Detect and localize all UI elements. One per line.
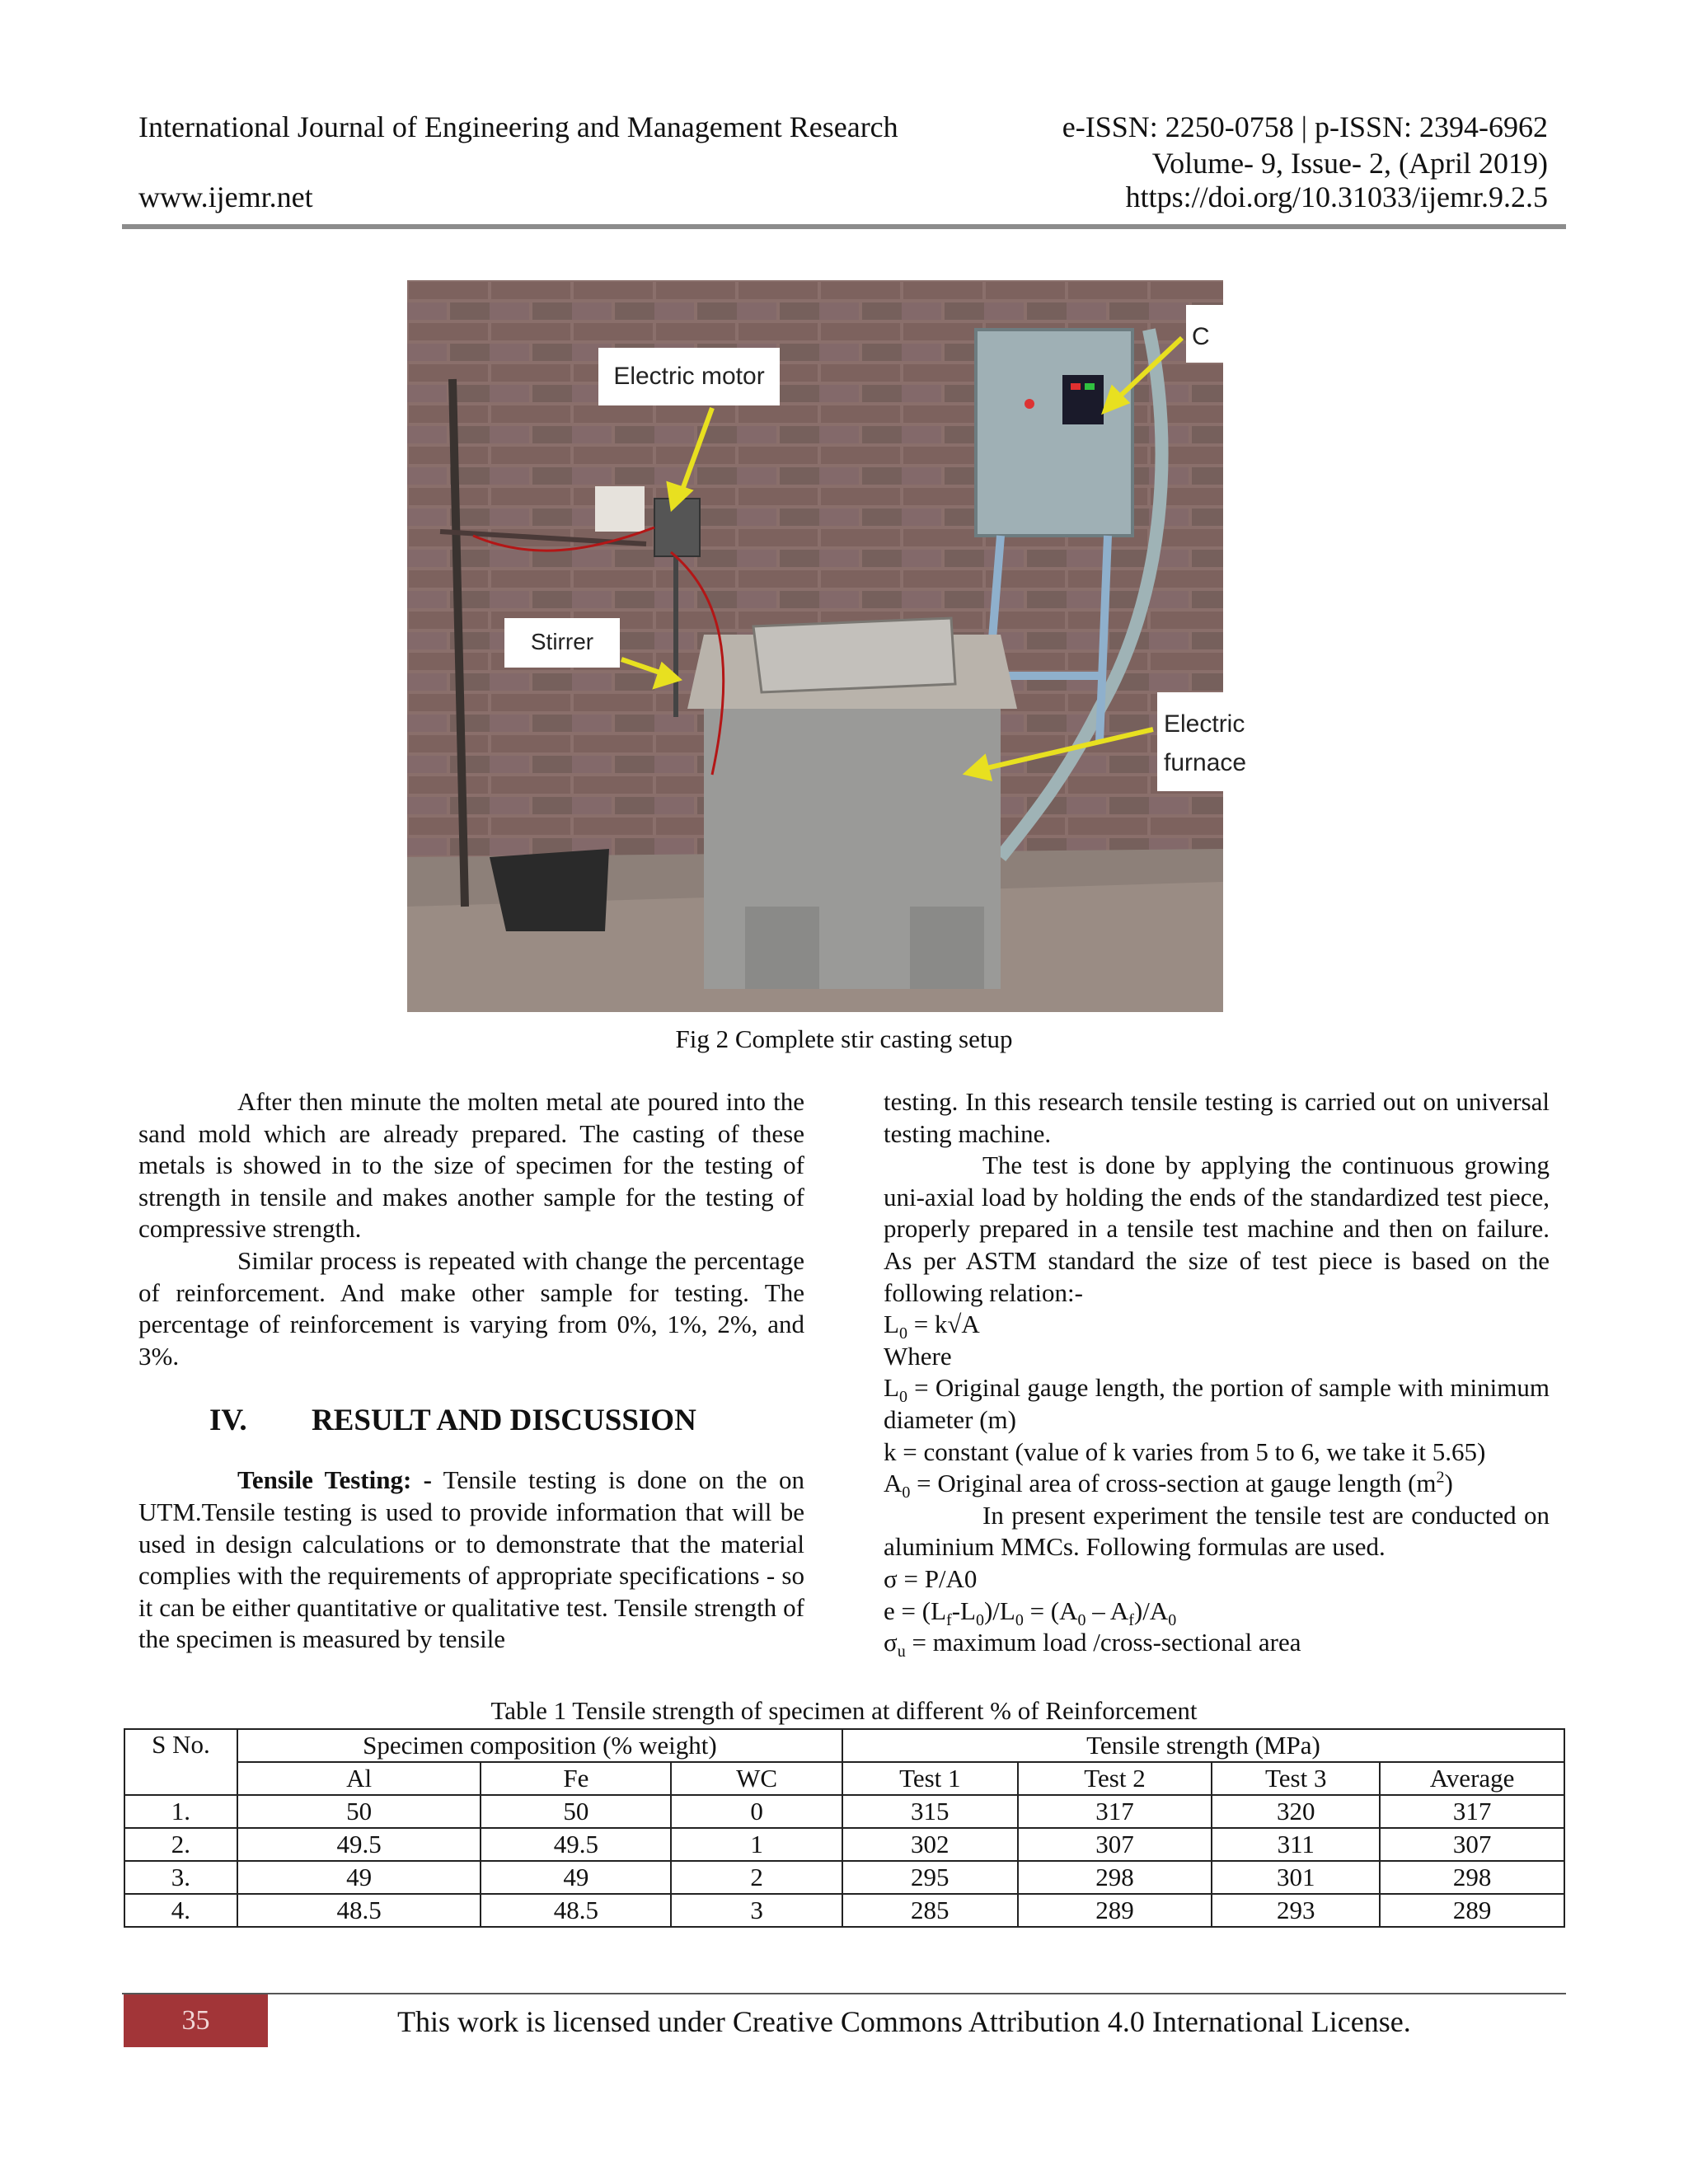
control-label-text: C [1192,323,1210,350]
table-cell: 49 [237,1861,481,1894]
stir-casting-photo [407,280,1247,1012]
furnace-label-line2: furnace [1164,749,1247,776]
table-cell: 295 [842,1861,1018,1894]
table-cell: 317 [1018,1795,1212,1828]
def-text: = Original area of cross-section at gauge length (m [910,1469,1437,1498]
subheader-cell: Fe [481,1762,671,1795]
definition: k = constant (value of k varies from 5 to 6, we take it 5.65) [884,1436,1486,1466]
paragraph-text: Tensile testing is done on the on UTM.Tensile testing is used to provide information that will be used in design calculations or to demonstrate that the material complies with the requirements of appropriate specifications - so it can be either quantitative or qualitative test. Tensile strength of the specimen is measured by tensile [138,1465,804,1654]
section-number: IV. [209,1404,247,1438]
motor-label [598,348,780,405]
section-heading [209,1402,804,1440]
table-row [124,1795,1564,1828]
f-sub: 0 [1168,1610,1177,1629]
table-cell: 48.5 [237,1894,481,1927]
header-composition: Specimen composition (% weight) [237,1729,842,1762]
control-label [1186,305,1223,363]
def-sub: 0 [898,1388,907,1407]
table-cell: 298 [1380,1861,1564,1894]
subheader-cell: Al [237,1762,481,1795]
f-text: e = (L [884,1596,947,1625]
table-cell: 2. [124,1828,237,1861]
table-caption: Table 1 Tensile strength of specimen at different % of Reinforcement [490,1696,1198,1725]
eq-sub: 0 [898,1324,907,1343]
subheader-cell: Test 3 [1212,1762,1380,1795]
motor-label-text: Electric motor [613,363,765,390]
table-row [124,1828,1564,1861]
website-link[interactable]: www.ijemr.net [138,180,313,213]
table-cell: 315 [842,1795,1018,1828]
table-cell: 2 [671,1861,842,1894]
f-sub: 0 [1077,1610,1086,1629]
table-cell: 307 [1018,1828,1212,1861]
table-cell: 0 [671,1795,842,1828]
table-subheader-row [124,1762,1564,1795]
subheader-cell: Test 2 [1018,1762,1212,1795]
f-text: )/A [1133,1596,1169,1625]
formula: σ = P/A0 [884,1563,978,1593]
paragraph [138,1465,804,1656]
table-cell: 3 [671,1894,842,1927]
equation [884,1309,1550,1341]
definition [884,1372,1550,1436]
table-cell: 301 [1212,1861,1380,1894]
table-row [124,1894,1564,1927]
def-text: ) [1444,1469,1453,1498]
header-rule [122,224,1566,229]
table-cell: 4. [124,1894,237,1927]
eq-text: L [884,1310,899,1339]
subheader-cell: Test 1 [842,1762,1018,1795]
paragraph: In present experiment the tensile test are conducted on aluminium MMCs. Following formulas are used. [884,1500,1550,1562]
furnace-label-line1: Electric [1164,710,1245,738]
f-sub: 0 [1015,1610,1024,1629]
f-text: σ [884,1628,898,1657]
issn: e-ISSN: 2250-0758 | p-ISSN: 2394-6962 [1062,110,1548,143]
def-sub: 0 [902,1483,911,1502]
tensile-strength-table [124,1728,1565,1928]
f-sub: f [1128,1610,1134,1629]
eq-text: = k√A [907,1310,980,1339]
formula [884,1627,1550,1659]
where-label: Where [884,1341,952,1371]
table-cell: 307 [1380,1828,1564,1861]
volume-issue: Volume- 9, Issue- 2, (April 2019) [1151,147,1548,180]
table-cell: 311 [1212,1828,1380,1861]
def-sup: 2 [1436,1468,1445,1487]
table-cell: 49.5 [481,1828,671,1861]
paragraph: Similar process is repeated with change the percentage of reinforcement. And make other sample for testing. The percentage of reinforcement is varying from 0%, 1%, 2%, and 3%. [138,1245,804,1371]
table-cell: 302 [842,1828,1018,1861]
table-cell: 50 [237,1795,481,1828]
page-number: 35 [124,1994,268,2047]
stirrer-label-text: Stirrer [530,629,594,654]
f-text: -L [951,1596,976,1625]
def-text: = Original gauge length, the portion of sample with minimum diameter (m) [884,1373,1550,1434]
paragraph: The test is done by applying the continuous growing uni-axial load by holding the ends of the standardized test piece, properly prepared in a tensile test machine and then on failure. As per ASTM standard the size of test piece is based on the following relation:- [884,1151,1550,1307]
journal-title: International Journal of Engineering and Management Research [138,110,898,143]
def-text: L [884,1373,899,1403]
table-cell: 3. [124,1861,237,1894]
f-text: – A [1085,1596,1129,1625]
table-cell: 49.5 [237,1828,481,1861]
table-cell: 289 [1018,1894,1212,1927]
section-title: RESULT AND DISCUSSION [312,1404,696,1438]
table-cell: 317 [1380,1795,1564,1828]
header-tensile: Tensile strength (MPa) [842,1729,1564,1762]
f-text: = (A [1023,1596,1078,1625]
paragraph: testing. In this research tensile testing is carried out on universal testing machine. [884,1087,1550,1148]
header-sno: S No. [124,1729,237,1795]
table-cell: 285 [842,1894,1018,1927]
f-sub: f [946,1610,952,1629]
footer-rule [122,1993,1566,1994]
f-text: = maximum load /cross-sectional area [905,1628,1301,1657]
def-text: A [884,1469,903,1498]
right-column [884,1086,1550,1659]
table-cell: 293 [1212,1894,1380,1927]
left-column [138,1086,804,1656]
definition [884,1468,1550,1500]
furnace-label [1157,692,1246,791]
stirrer-label [504,618,620,668]
table-cell: 298 [1018,1861,1212,1894]
table-cell: 48.5 [481,1894,671,1927]
paragraph: After then minute the molten metal ate poured into the sand mold which are already prepared. The casting of these metals is showed in to the size of specimen for the testing of strength in tensile and makes another sample for the testing of compressive strength. [138,1087,804,1244]
subheader-cell: WC [671,1762,842,1795]
table-cell: 49 [481,1861,671,1894]
table-cell: 289 [1380,1894,1564,1927]
f-text: )/L [983,1596,1015,1625]
formula [884,1596,1550,1628]
table-cell: 50 [481,1795,671,1828]
table-header-row [124,1729,1564,1762]
subheading: Tensile Testing: - [237,1465,432,1495]
subheader-cell: Average [1380,1762,1564,1795]
f-sub: u [897,1643,906,1661]
table-cell: 1. [124,1795,237,1828]
figure-caption: Fig 2 Complete stir casting setup [675,1024,1013,1053]
license-text: This work is licensed under Creative Commons Attribution 4.0 International License. [397,2005,1411,2038]
table-cell: 320 [1212,1795,1380,1828]
table-cell: 1 [671,1828,842,1861]
table-row [124,1861,1564,1894]
f-sub: 0 [975,1610,984,1629]
doi-link[interactable]: https://doi.org/10.31033/ijemr.9.2.5 [1125,180,1548,213]
